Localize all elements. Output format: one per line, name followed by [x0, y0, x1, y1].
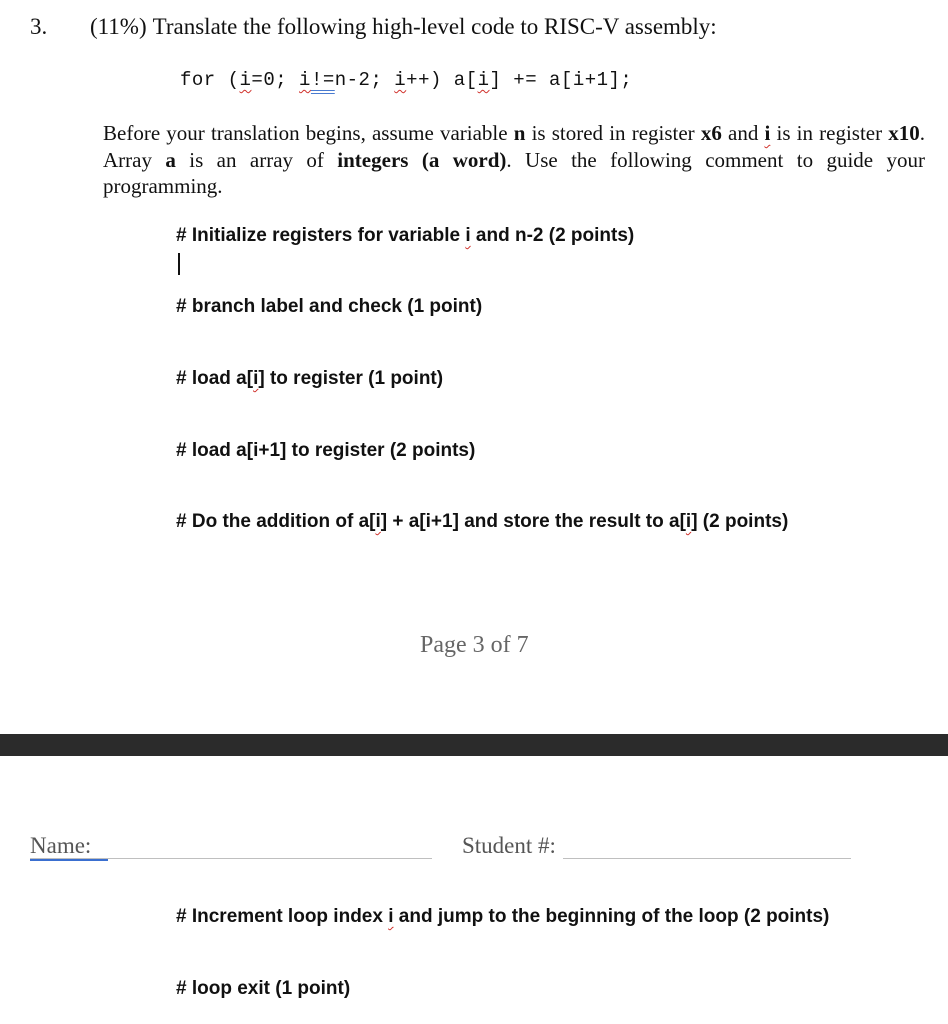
question-percent: (11%) — [90, 14, 147, 39]
code-snippet: for (i=0; i!=n-2; i++) a[i] += a[i+1]; — [180, 69, 633, 91]
student-number-label: Student #: — [462, 833, 556, 858]
student-number-line[interactable] — [563, 858, 851, 859]
instructions-paragraph: Before your translation begins, assume variable n is stored in register x6 and i is in register x10. Array a is an array of integers (a word). Use the following comment to guide your programming. — [103, 121, 926, 198]
comment-load-ai1: # load a[i+1] to register (2 points) — [176, 440, 476, 461]
question-title-text: Translate the following high-level code to RISC-V assembly: — [152, 14, 717, 39]
page-break-divider — [0, 734, 948, 756]
comment-increment: # Increment loop index i and jump to the beginning of the loop (2 points) — [176, 906, 830, 927]
text-cursor[interactable] — [178, 253, 180, 275]
name-field-label: Name: — [30, 833, 92, 858]
page-number: Page 3 of 7 — [420, 632, 529, 658]
question-title — [90, 14, 717, 40]
comment-load-ai: # load a[i] to register (1 point) — [176, 368, 444, 389]
comment-addition: # Do the addition of a[i] + a[i+1] and store the result to a[i] (2 points) — [176, 511, 789, 532]
name-field-underline-accent — [30, 859, 108, 861]
question-number: 3. — [30, 14, 48, 39]
comment-branch: # branch label and check (1 point) — [176, 296, 483, 317]
comment-loop-exit: # loop exit (1 point) — [176, 978, 351, 999]
comment-initialize: # Initialize registers for variable i and n-2 (2 points) — [176, 225, 635, 246]
